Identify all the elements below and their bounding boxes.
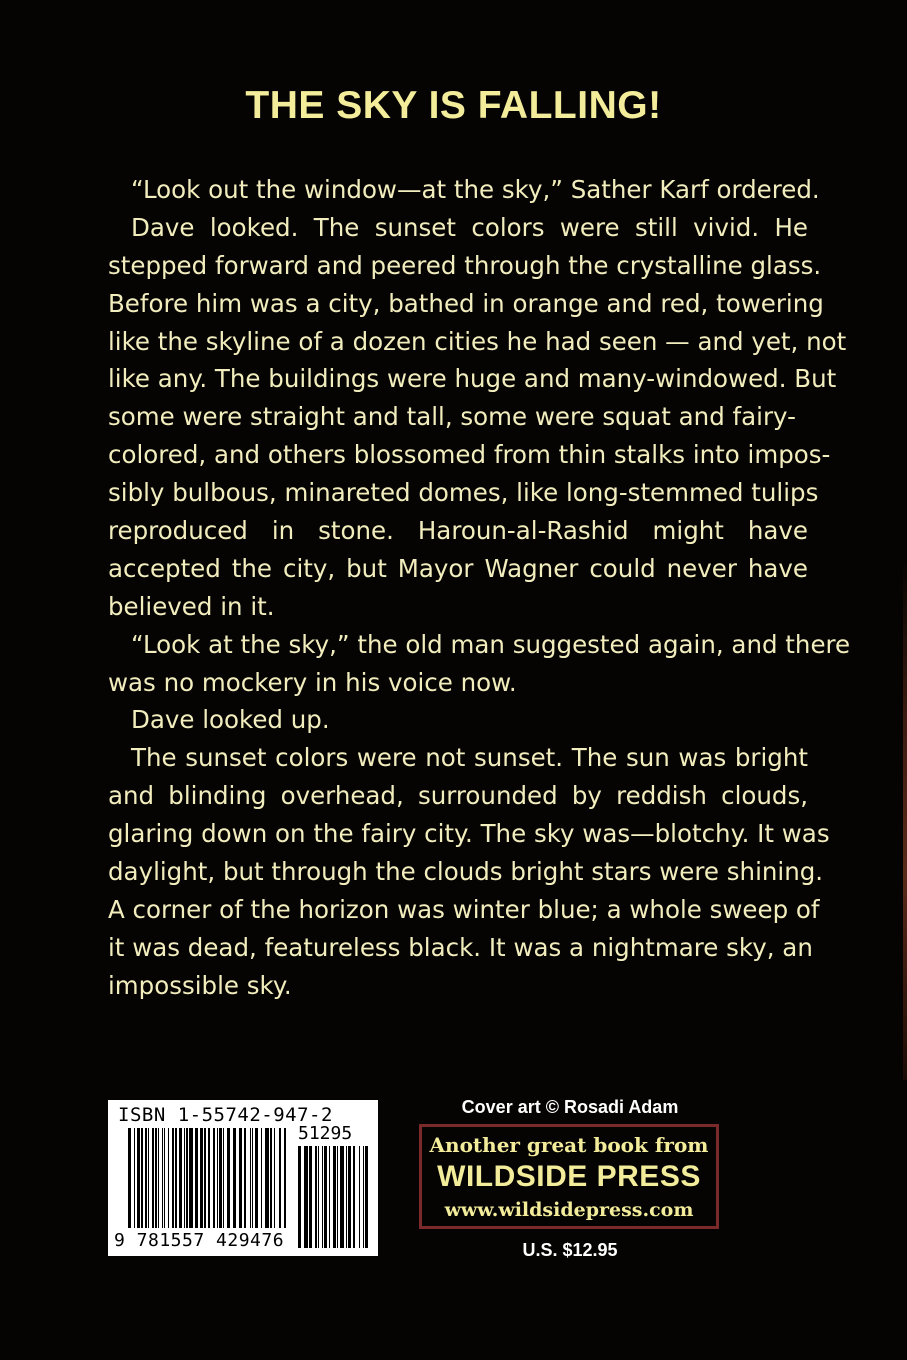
barcode-bar bbox=[128, 1128, 131, 1228]
blurb-line: accepted the city, but Mayor Wagner could never have bbox=[108, 553, 808, 583]
barcode-bar bbox=[200, 1128, 203, 1228]
blurb-line: daylight, but through the clouds bright stars were shining. bbox=[108, 857, 824, 887]
barcode-bar bbox=[337, 1146, 338, 1248]
barcode-bar bbox=[223, 1128, 224, 1228]
barcode-bar bbox=[353, 1146, 355, 1248]
barcode-bar bbox=[265, 1128, 269, 1228]
blurb-line: A corner of the horizon was winter blue; a whole sweep of bbox=[108, 894, 820, 924]
barcode-bar bbox=[298, 1146, 301, 1248]
barcode-bar bbox=[195, 1128, 198, 1228]
barcode-bar bbox=[233, 1128, 236, 1228]
barcode-bar bbox=[227, 1128, 230, 1228]
barcode-bar bbox=[152, 1128, 154, 1228]
barcode-bar bbox=[274, 1128, 275, 1228]
barcode-bar bbox=[148, 1128, 149, 1228]
barcode-bar bbox=[244, 1128, 246, 1228]
blurb-line: and blinding overhead, surrounded by reddish clouds, bbox=[108, 781, 808, 811]
blurb-line: colored, and others blossomed from thin stalks into impos- bbox=[108, 440, 831, 470]
barcode-bar bbox=[158, 1128, 159, 1228]
publisher-box bbox=[419, 1124, 719, 1229]
barcode-bar bbox=[239, 1128, 242, 1228]
back-cover-headline: THE SKY IS FALLING! bbox=[245, 84, 662, 127]
barcode-bar bbox=[162, 1128, 163, 1228]
barcode-bar bbox=[252, 1128, 253, 1228]
blurb-line: was no mockery in his voice now. bbox=[108, 667, 517, 697]
barcode-bar bbox=[279, 1128, 281, 1228]
publisher-url: www.wildsidepress.com bbox=[444, 1199, 694, 1221]
blurb-line: glaring down on the fairy city. The sky was—blotchy. It was bbox=[108, 819, 830, 849]
barcode-bar bbox=[365, 1146, 368, 1248]
blurb-line: The sunset colors were not sunset. The sun was bright bbox=[131, 743, 808, 773]
blurb-line: it was dead, featureless black. It was a nightmare sky, an bbox=[108, 932, 813, 962]
barcode-bar bbox=[213, 1128, 215, 1228]
barcode-bar bbox=[155, 1128, 157, 1228]
barcode-bar bbox=[184, 1128, 185, 1228]
blurb-text bbox=[108, 171, 851, 1005]
isbn-label: ISBN 1-55742-947-2 bbox=[118, 1104, 333, 1126]
blurb-line: Before him was a city, bathed in orange and red, towering bbox=[108, 288, 824, 318]
blurb-line: “Look at the sky,” the old man suggested again, and there bbox=[131, 629, 851, 659]
blurb-line: like any. The buildings were huge and many-windowed. But bbox=[108, 364, 837, 394]
barcode-bar bbox=[250, 1128, 251, 1228]
blurb-line: “Look out the window—at the sky,” Sather Karf ordered. bbox=[131, 175, 820, 204]
barcode-bar bbox=[208, 1128, 210, 1228]
barcode-bar bbox=[189, 1128, 193, 1228]
isbn-barcode bbox=[108, 1100, 378, 1256]
barcode-bar bbox=[172, 1128, 174, 1228]
barcode-bar bbox=[363, 1146, 364, 1248]
barcode-bar bbox=[134, 1128, 135, 1228]
blurb-line: Dave looked. The sunset colors were still vivid. He bbox=[131, 212, 808, 242]
barcode-bar bbox=[168, 1128, 169, 1228]
barcode-bar bbox=[304, 1146, 308, 1248]
blurb-line: some were straight and tall, some were squat and fairy- bbox=[108, 402, 796, 432]
barcode-bar bbox=[315, 1146, 317, 1248]
price-code-label: 51295 bbox=[298, 1123, 353, 1144]
blurb-line: reproduced in stone. Haroun-al-Rashid might have bbox=[108, 516, 808, 546]
barcode-bar bbox=[141, 1128, 143, 1228]
barcode-bar bbox=[255, 1128, 258, 1228]
barcode-bar bbox=[204, 1128, 206, 1228]
price-label: U.S. $12.95 bbox=[522, 1240, 618, 1260]
barcode-bar bbox=[322, 1146, 323, 1248]
barcode-bar bbox=[309, 1146, 312, 1248]
barcode-bar bbox=[219, 1128, 222, 1228]
barcode-bar bbox=[318, 1146, 319, 1248]
barcode-bar bbox=[324, 1146, 327, 1248]
ean-digits-label: 9 781557 429476 bbox=[114, 1230, 285, 1251]
blurb-line: like the skyline of a dozen cities he had seen — and yet, not bbox=[108, 326, 847, 356]
barcode-bar bbox=[217, 1128, 218, 1228]
barcode-bar bbox=[270, 1128, 272, 1228]
barcode-bar bbox=[261, 1128, 262, 1228]
blurb-line: believed in it. bbox=[108, 591, 275, 621]
barcode-bar bbox=[359, 1146, 360, 1248]
cover-art-credit: Cover art © Rosadi Adam bbox=[461, 1097, 679, 1117]
barcode-bar bbox=[164, 1128, 165, 1228]
blurb-line: sibly bulbous, minareted domes, like long-stemmed tulips bbox=[108, 478, 819, 508]
barcode-bar bbox=[137, 1128, 140, 1228]
publisher-tagline: Another great book from bbox=[429, 1133, 709, 1157]
blurb-line: stepped forward and peered through the crystalline glass. bbox=[108, 250, 822, 280]
barcode-bar bbox=[333, 1146, 336, 1248]
blurb-line: Dave looked up. bbox=[131, 705, 330, 735]
barcode-bar bbox=[348, 1146, 351, 1248]
cover-edge-strip bbox=[903, 560, 907, 1080]
barcode-bar bbox=[329, 1146, 330, 1248]
barcode-bar bbox=[284, 1128, 286, 1228]
blurb-line: impossible sky. bbox=[108, 970, 292, 1000]
barcode-bar bbox=[175, 1128, 177, 1228]
barcode-bar bbox=[145, 1128, 147, 1228]
barcode-bar bbox=[179, 1128, 182, 1228]
barcode-bar bbox=[186, 1128, 188, 1228]
barcode-bar bbox=[346, 1146, 347, 1248]
barcode-bar bbox=[340, 1146, 344, 1248]
publisher-name: WILDSIDE PRESS bbox=[437, 1160, 701, 1193]
